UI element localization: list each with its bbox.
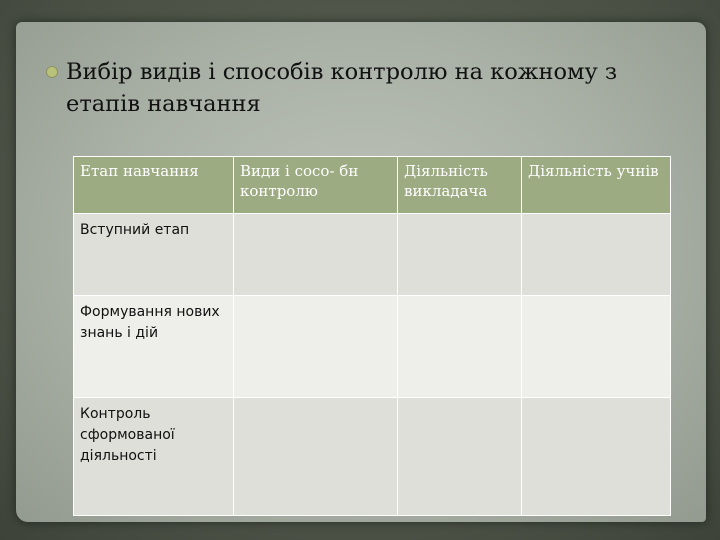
stage-label: Формування нових знань і дій bbox=[80, 304, 220, 341]
stage-label: Вступний етап bbox=[80, 222, 190, 238]
table-header-row bbox=[74, 157, 671, 214]
table-cell bbox=[522, 214, 671, 296]
bullet-dot-icon bbox=[46, 66, 58, 78]
table-cell bbox=[522, 296, 671, 398]
table-row bbox=[74, 398, 671, 516]
column-header-control-types: Види і сосо- бн контролю bbox=[234, 157, 398, 214]
column-header-teacher-activity: Діяльність викладача bbox=[398, 157, 522, 214]
table-cell bbox=[398, 398, 522, 516]
table-row bbox=[74, 296, 671, 398]
table-cell-stage bbox=[74, 214, 234, 296]
table-cell bbox=[234, 214, 398, 296]
table-cell bbox=[398, 214, 522, 296]
control-table bbox=[73, 156, 671, 516]
column-header-stage: Етап навчання bbox=[74, 157, 234, 214]
table-row bbox=[74, 214, 671, 296]
slide-heading: Вибір видів і способів контролю на кожному з етапів навчання bbox=[66, 59, 618, 117]
stage-label: Контроль сформованої діяльності bbox=[80, 406, 175, 464]
table-cell bbox=[234, 398, 398, 516]
table-cell bbox=[234, 296, 398, 398]
table-cell bbox=[522, 398, 671, 516]
column-header-student-activity: Діяльність учнів bbox=[522, 157, 671, 214]
table-cell bbox=[398, 296, 522, 398]
table-cell-stage bbox=[74, 296, 234, 398]
table-cell-stage bbox=[74, 398, 234, 516]
